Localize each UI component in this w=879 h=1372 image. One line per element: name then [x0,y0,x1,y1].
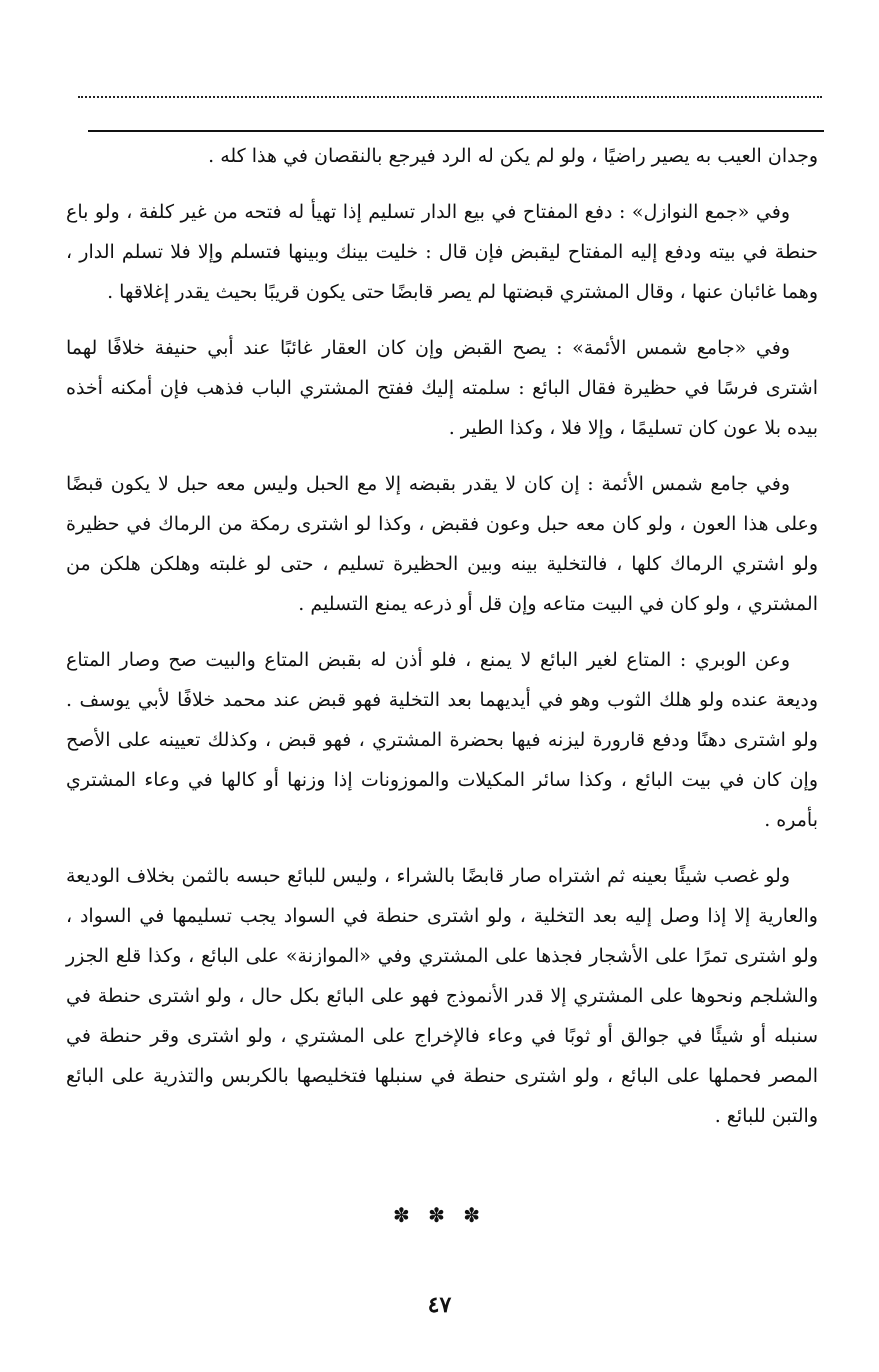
header-dotted-rule [78,96,822,98]
paragraph-ghasb: ولو غصب شيئًا بعينه ثم اشتراه صار قابضًا بالشراء ، وليس للبائع حبسه بالثمن بخلاف الوديعة والعارية إلا إذا وصل إليه بعد التخلية ، ولو اشترى حنطة في السواد يجب تسليمها في السواد ، ولو اشترى تمرًا على الأشجار فجذها على المشتري وفي «الموازنة» على البائع ، وكذا قلع الجزر والشلجم ونحوها على المشتري إلا قدر الأنموذج فهو على البائع بكل حال ، ولو اشترى حنطة في سنبله أو شيئًا في جوالق أو ثوبًا في وعاء فالإخراج على المشتري ، ولو اشترى وقر حنطة في المصر فحملها على البائع ، ولو اشترى حنطة في سنبلها فتخليصها بالكربس والتذرية على البائع والتبن للبائع . [66,865,818,1127]
page-body-text [66,136,818,1152]
paragraph-continuation: وجدان العيب به يصير راضيًا ، ولو لم يكن له الرد فيرجع بالنقصان في هذا كله . [208,145,818,167]
paragraph-al-wabri: وعن الوبري : المتاع لغير البائع لا يمنع ، فلو أذن له بقبض المتاع والبيت صح وصار المتاع وديعة عنده ولو هلك الثوب وهو في أيديهما بعد التخلية فهو قبض عند محمد خلافًا لأبي يوسف . ولو اشترى دهنًا ودفع قارورة ليزنه فيها بحضرة المشتري ، فهو قبض ، وكذلك تعيينه على الأصح وإن كان في بيت البائع ، وكذا سائر المكيلات والموزونات إذا وزنها أو كالها في وعاء المشتري بأمره . [66,649,818,831]
section-separator-asterisks: ✽ ✽ ✽ [393,1203,486,1227]
page-number: ٤٧ [427,1292,452,1318]
header-solid-rule [88,130,824,132]
paragraph-jam-al-nawazil: وفي «جمع النوازل» : دفع المفتاح في بيع الدار تسليم إذا تهيأ له فتحه من غير كلفة ، ولو باع حنطة في بيته ودفع إليه المفتاح ليقبض فإن قال : خليت بينك وبينها فتسلم وإلا فلا تسلم الدار ، وهما غائبان عنها ، وقال المشتري قبضتها لم يصر قابضًا حتى يكون قريبًا بحيث يقدر إغلاقها . [66,201,818,303]
paragraph-jami-shams-al-aimma-1: وفي «جامع شمس الأئمة» : يصح القبض وإن كان العقار غائبًا عند أبي حنيفة خلافًا لهما اشترى فرسًا في حظيرة فقال البائع : سلمته إليك ففتح المشتري الباب فذهب فإن أمكنه أخذه بيده بلا عون كان تسليمًا ، وإلا فلا ، وكذا الطير . [66,337,818,439]
paragraph-jami-shams-al-aimma-2: وفي جامع شمس الأئمة : إن كان لا يقدر بقبضه إلا مع الحبل وليس معه حبل لا يكون قبضًا وعلى هذا العون ، ولو كان معه حبل وعون فقبض ، وكذا لو اشترى رمكة من الرماك في حظيرة ولو اشتري الرماك كلها ، فالتخلية بينه وبين الحظيرة تسليم ، حتى لو غلبته وهلكن هلكن من المشتري ، ولو كان في البيت متاعه وإن قل أو ذرعه يمنع التسليم . [66,473,818,615]
